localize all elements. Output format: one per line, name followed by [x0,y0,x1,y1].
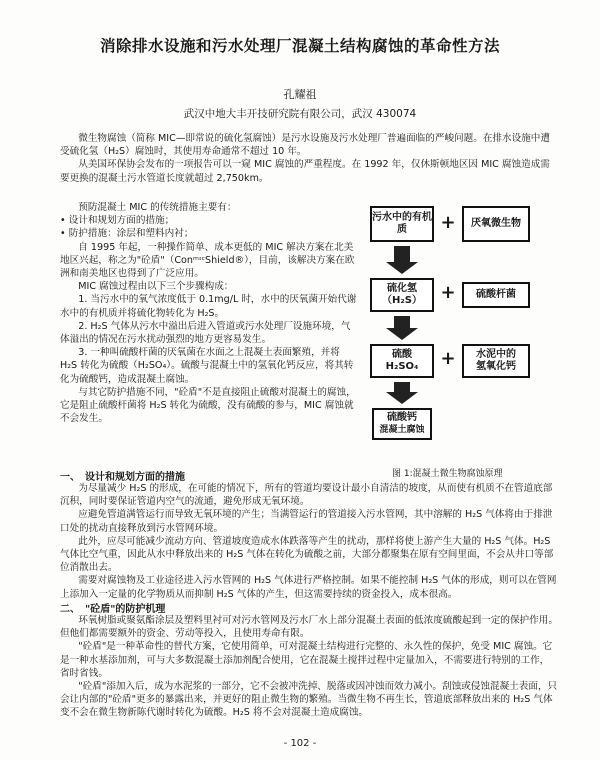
section2-body [60,614,558,720]
body-paragraph: 此外，应尽可能减少流动方向、管道坡度造成水体跌落等产生的扰动，那样将使上游产生大量的 H₂S 气体。H₂S 气体比空气重，因此从水中释放出来的 H₂S 气体在转化为硫酸之前，大部分都聚集在原有空间里面，不会从井口等部位消散出去。 [60,535,554,574]
calcium-hydroxide-label: 氢氧化钙 [476,361,516,372]
figure-caption: 图 1:混凝土微生物腐蚀原理 [392,469,503,479]
body-paragraph: 为尽量减少 H₂S 的形成，在可能的情况下，所有的管道均要设计最小自清洁的坡度，从而使有机质不在管道底部沉积，同时要保证管道内空气的流通，避免形成无氧环境。 [60,483,553,508]
prevention-intro: 预防混凝土 MIC 的传统措施主要有： [78,202,237,213]
h2s-box [370,278,434,312]
down-arrow [386,382,418,404]
calcium-sulfate-box [372,408,432,440]
author-name: 孔耀祖 [283,88,317,101]
h2s-label: 硫化氢 [386,282,417,294]
organic-matter-label: 污水中的有机质 [372,211,432,235]
intro-paragraph: 从美国环保协会发布的一项报告可以一窥 MIC 腐蚀的严重程度。在 1992 年，仅休斯顿地区因 MIC 腐蚀造成需要更换的混凝土污水管道长度就超过 2,750km。 [60,159,550,184]
plus-sign: + [440,282,456,303]
calcium-sulfate-label: 硫酸钙 [386,411,417,423]
body-paragraph: 环氧树脂或聚氨酯涂层及塑料里衬可对污水管网及污水厂水上部分混凝土表面的低浓度硫酸起到一定的保护作用。但他们都需要额外的资金、劳动等投入，且使用寿命有限。 [60,615,558,640]
prevention-item: • 防护措施：涂层和塑料内衬； [60,228,194,240]
calcium-hydroxide-label: 水泥中的 [476,348,516,360]
h2s-formula: （H₂S） [382,295,422,306]
section-heading: 一、 设计和规划方面的措施 [60,472,185,483]
anaerobic-microbe-label: 厌氧微生物 [471,217,521,229]
sulfuric-acid-label: 硫酸 [392,348,412,360]
step-paragraph: 2. H₂S 气体从污水中溢出后进入管道或污水处理厂设施环境，气体溢出的情况在污水扰动强烈的地方更容易发生。 [60,320,351,346]
step-paragraph: 3. 一种叫硫酸杆菌的厌氧菌在水面之上混凝土表面繁殖，并将 H₂S 转化为硫酸（H₂SO₄）。硫酸与混凝土中的氢氧化钙反应，将其转化为硫酸钙，造成混凝土腐蚀。 [60,347,354,385]
body-paragraph: 需要对腐蚀物及工业途径进入污水管网的 H₂S 气体进行严格控制。如果不能控制 H₂S 气体的形成，则可以在管网上添加入一定量的化学物质从而抑制 H₂S 气体的产生，但这需要持续的资金投入，成本很高。 [60,575,557,600]
calcium-hydroxide-box [462,344,530,378]
body-paragraph: 与其它防护措施不同，"砼盾"不是直接阻止硫酸对混凝土的腐蚀，它是阻止硫酸杆菌将 H₂S 转化为硫酸，没有硫酸的参与，MIC 腐蚀就不会发生。 [60,386,356,425]
intro-paragraph: 微生物腐蚀（简称 MIC—即常说的硫化氢腐蚀）是污水设施及污水处理厂普遍面临的严峻问题。在排水设施中遭受硫化氢（H₂S）腐蚀时，其使用寿命通常不超过 10 年。 [60,133,550,158]
step-paragraph: 1. 当污水中的氧气浓度低于 0.1mg/L 时，水中的厌氧菌开始代谢水中的有机质并将硫化物转化为 H₂S。 [60,294,357,319]
body-paragraph: 自 1995 年起，一种操作简单、成本更低的 MIC 解决方案在北美地区兴起，称之为"砼盾"（ConᵐᶦᶜShield®），目前，该解决方案在欧洲和南美地区也得到了广泛应用。 [60,241,355,280]
thiobacillus-box [462,282,530,308]
thiobacillus-label: 硫酸杆菌 [476,288,516,300]
body-paragraph: MIC 腐蚀过程由以下三个步骤构成： [78,281,234,293]
body-paragraph: "砼盾"是一种革命性的替代方案，它使用简单，可对混凝土结构进行完整的、永久性的保护，免受 MIC 腐蚀。它是一种水基添加剂，可与大多数混凝土添加剂配合使用，它在混凝土搅拌过程中定量加入，不需要进行特别的工作，省时省钱。 [60,641,553,679]
plus-sign: + [440,212,456,233]
prevention-item: • 设计和规划方面的措施； [60,215,175,227]
body-paragraph: 应避免管道满管运行而导致无氧环境的产生；当满管运行的管道接入污水管网，其中溶解的 H₂S 气体将由于排泄口处的扰动直接释放到污水管网环境。 [60,509,553,534]
affiliation: 武汉中地大丰开技研究院有限公司，武汉 430074 [183,108,417,120]
down-arrow [386,316,418,340]
section-heading: 二、 "砼盾"的防护机理 [60,604,166,615]
paper-title: 消除排水设施和污水处理厂混凝土结构腐蚀的革命性方法 [99,37,500,55]
down-arrow [386,246,418,274]
section1-body [60,482,558,601]
sulfuric-acid-formula: H₂SO₄ [385,361,419,372]
body-paragraph: "砼盾"添加入后，成为水泥浆的一部分，它不会被冲洗掉、脱落或因冲蚀而效力减小。刮蚀或侵蚀混凝土表面，只会让内部的"砼盾"更多的暴露出来，并更好的阻止微生物的繁殖。当微生物不再生长，管道底部释放出来的 H₂S 气体变不会在微生物新陈代谢时转化为硫酸。H₂S 将不会对混凝土造成腐蚀。 [60,681,558,719]
concrete-corrosion-label: 混凝土腐蚀 [379,425,425,435]
page-number: - 102 - [283,738,317,749]
sulfuric-acid-box [370,344,434,378]
plus-sign: + [440,348,456,369]
